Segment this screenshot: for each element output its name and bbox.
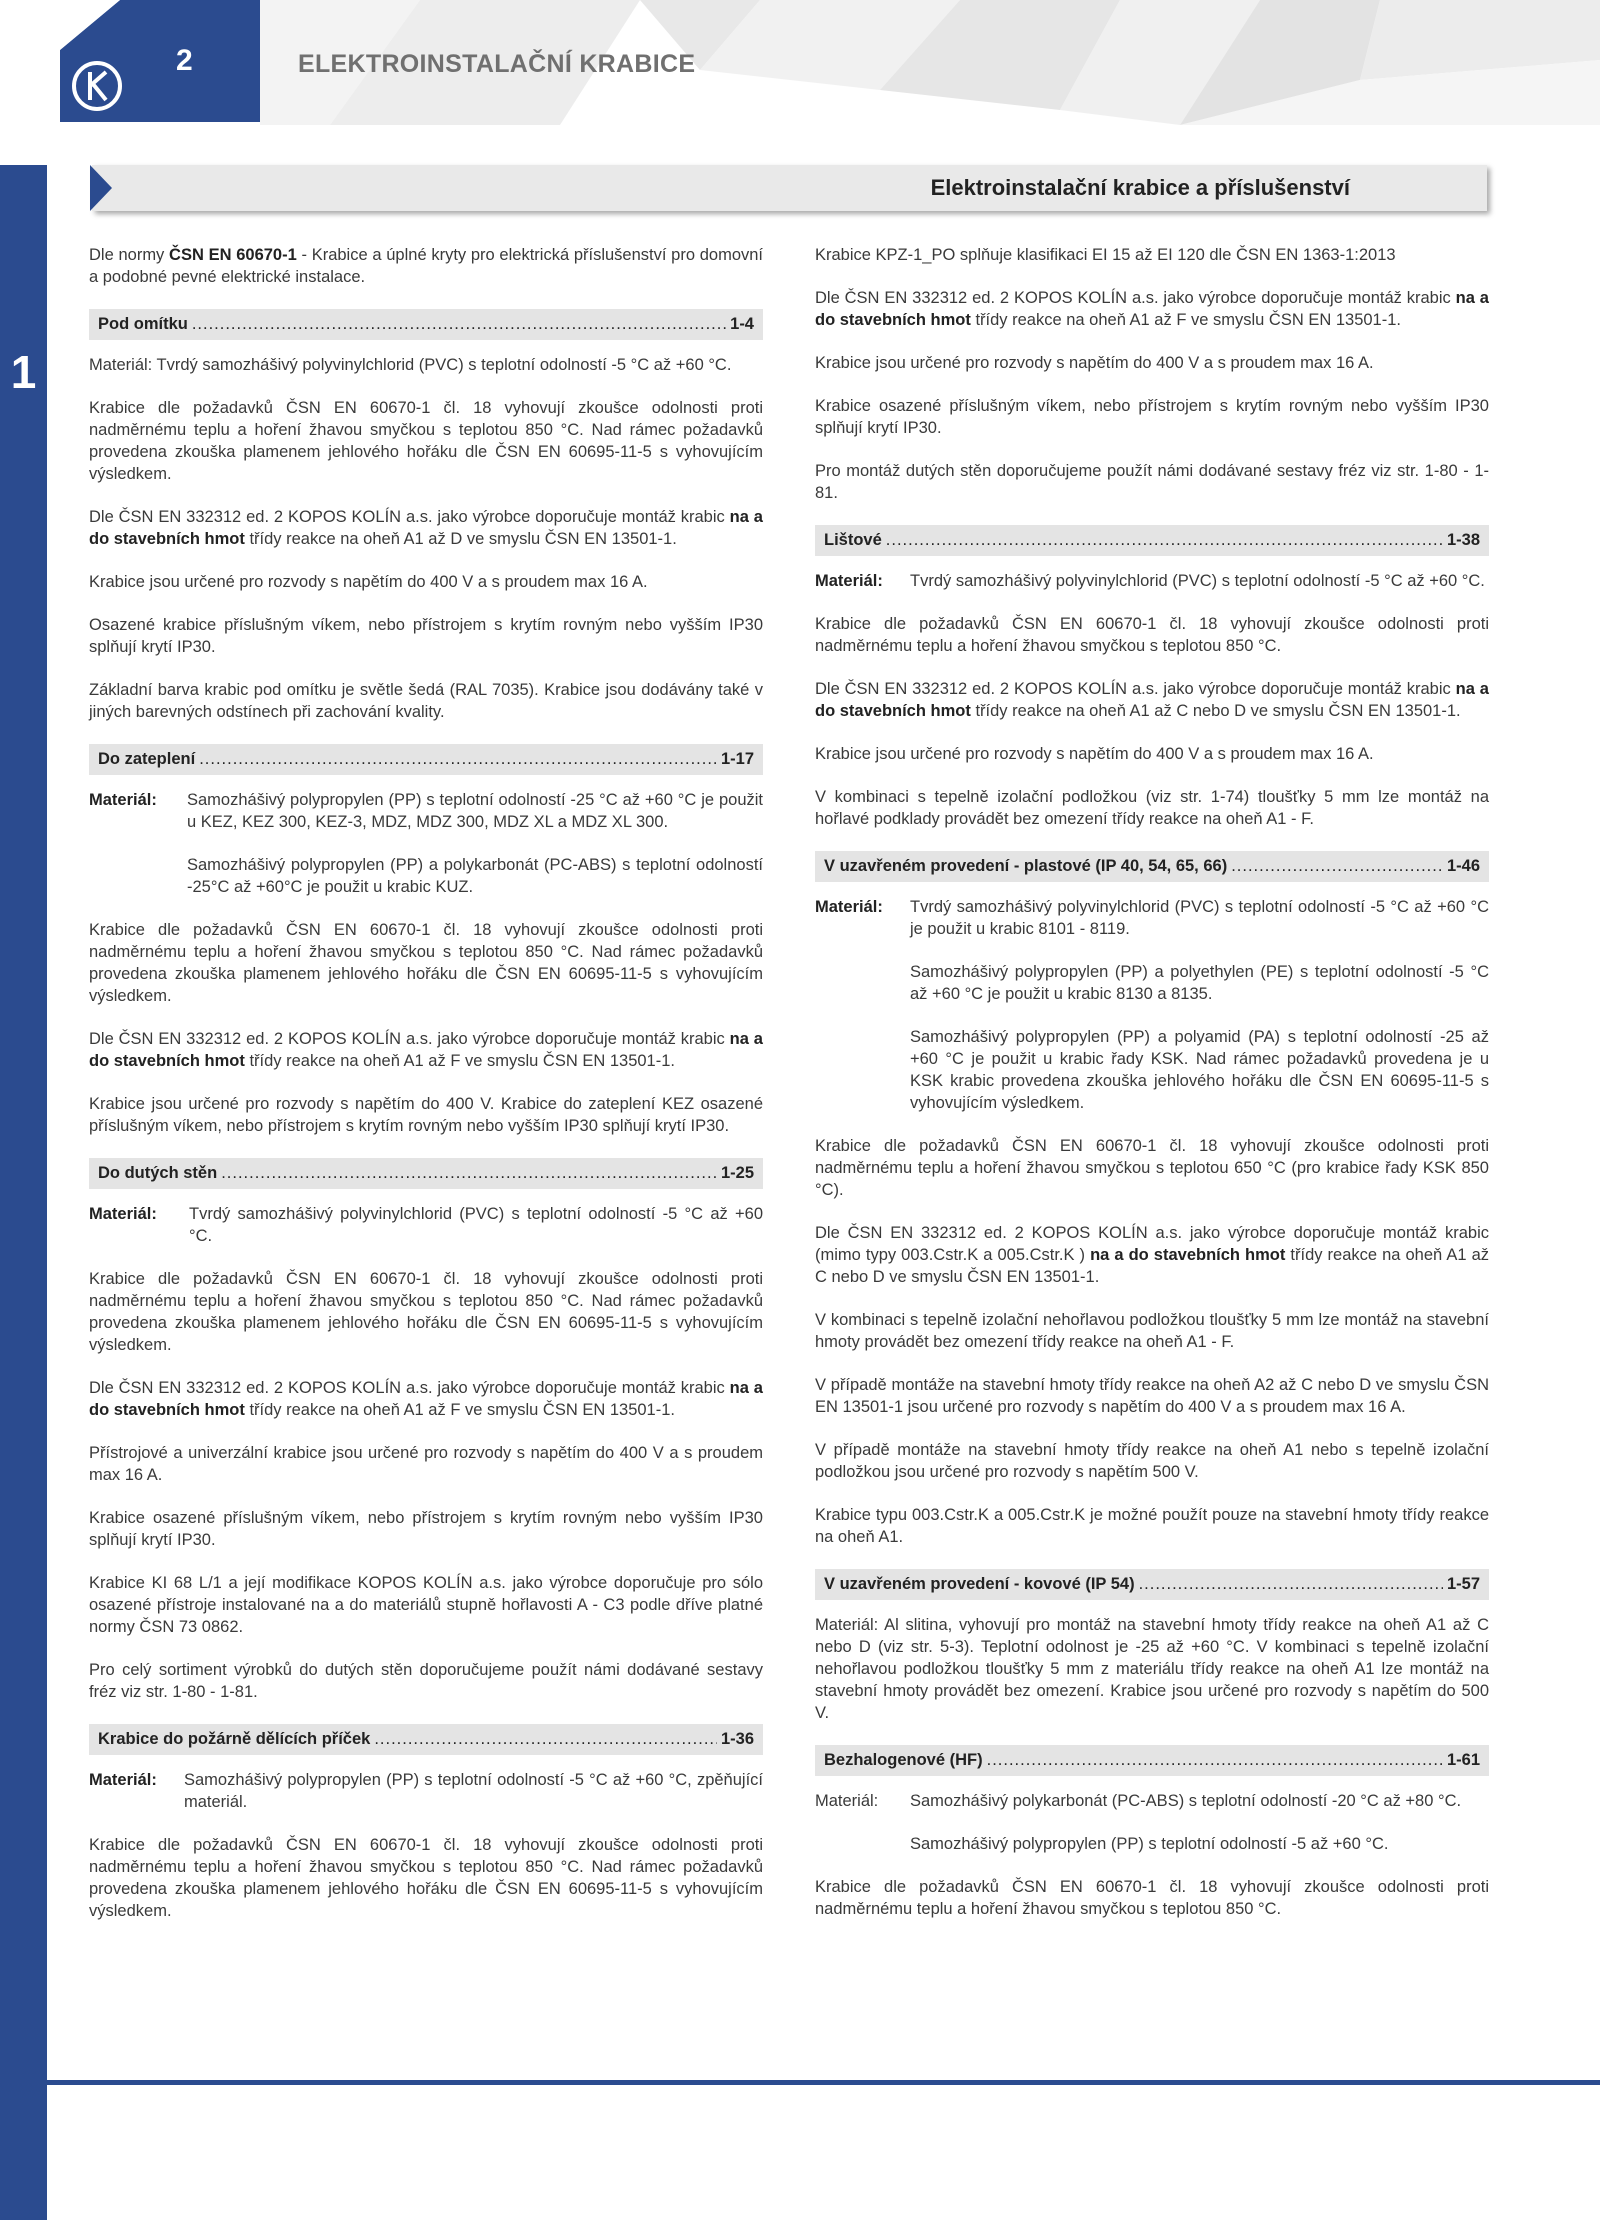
paragraph: Pro celý sortiment výrobků do dutých stěn doporučujeme použít námi dodávané sestavy fréz viz str. 1-80 - 1-81. [89,1661,763,1701]
paragraph: Krabice jsou určené pro rozvody s napětím do 400 V a s proudem max 16 A. [89,573,648,591]
paragraph: V kombinaci s tepelně izolační podložkou (viz str. 1-74) tloušťky 5 mm lze montáž na hořlavé podklady provádět bez omezení třídy reakce na oheň A1 - F. [815,788,1489,828]
subsection-header-do-dutych-sten: Do dutých stěn ..... 1-25 [89,1158,763,1189]
material-block: Materiál: Tvrdý samozhášivý polyvinylchlorid (PVC) s teplotní odolností -5 °C až +60 °C je použit u krabic 8101 - 8119. Samozhášivý polypropylen (PP) a polyethylen (PE) s teplotní odolností -5 °C až +60 °C je použit u krabic 8130 a 8135. Samozhášivý polypropylen (PP) a polyamid (PA) s teplotní odolností -25 až +60 °C je použit u krabic řady KSK. Nad rámec požadavků provedena je u KSK krabic provedena zkouška jehlového hořáku dle ČSN EN 60695-11-5 s vyhovujícím výsledkem. [815,898,1489,1112]
paragraph: Krabice dle požadavků ČSN EN 60670-1 čl. 18 vyhovují zkoušce odolnosti proti nadměrnému teplu a hoření žhavou smyčkou s teplotou 850 °C. [815,1878,1489,1918]
paragraph: Krabice dle požadavků ČSN EN 60670-1 čl. 18 vyhovují zkoušce odolnosti proti nadměrnému teplu a hoření žhavou smyčkou s teplotou 850 °C. Nad rámec požadavků provedena zkouška plamenem jehlového hořáku dle ČSN EN 60695-11-5 s vyhovujícím výsledkem. [89,1270,763,1354]
chapter-tab [0,165,47,2220]
paragraph: Krabice osazené příslušným víkem, nebo přístrojem s krytím rovným nebo vyšším IP30 splňují krytí IP30. [815,397,1489,437]
intro-paragraph: Dle normy ČSN EN 60670-1 - Krabice a úplné kryty pro elektrická příslušenství pro domovní a podobné pevné elektrické instalace. [89,246,764,286]
paragraph: Základní barva krabic pod omítku je světle šedá (RAL 7035). Krabice jsou dodávány také v jiných barevných odstínech při zachování kvality. [89,681,763,721]
paragraph: Dle ČSN EN 332312 ed. 2 KOPOS KOLÍN a.s. jako výrobce doporučuje montáž krabic na a do stavebních hmot třídy reakce na oheň A1 až C nebo D ve smyslu ČSN EN 13501-1. [815,680,1489,720]
material-text: Materiál: Tvrdý samozhášivý polyvinylchlorid (PVC) s teplotní odolností -5 °C až +60 °C. [89,356,732,374]
paragraph: Dle ČSN EN 332312 ed. 2 KOPOS KOLÍN a.s. jako výrobce doporučuje montáž krabic na a do stavebních hmot třídy reakce na oheň A1 až F ve smyslu ČSN EN 13501-1. [815,289,1489,329]
paragraph: Krabice dle požadavků ČSN EN 60670-1 čl. 18 vyhovují zkoušce odolnosti proti nadměrnému teplu a hoření žhavou smyčkou s teplotou 850 °C. Nad rámec požadavků provedena zkouška plamenem jehlového hořáku dle ČSN EN 60695-11-5 s vyhovujícím výsledkem. [89,399,763,483]
paragraph: Krabice jsou určené pro rozvody s napětím do 400 V a s proudem max 16 A. [815,354,1374,372]
subsection-header-bezhalogenove: Bezhalogenové (HF) ..... 1-61 [815,1745,1489,1776]
page-number: 2 [176,44,193,77]
section-title: Elektroinstalační krabice a příslušenství [930,175,1350,200]
paragraph: Krabice dle požadavků ČSN EN 60670-1 čl. 18 vyhovují zkoušce odolnosti proti nadměrnému teplu a hoření žhavou smyčkou s teplotou 850 °C. Nad rámec požadavků provedena zkouška plamenem jehlového hořáku dle ČSN EN 60695-11-5 s vyhovujícím výsledkem. [89,921,763,1005]
paragraph: Přístrojové a univerzální krabice jsou určené pro rozvody s napětím do 400 V a s proudem max 16 A. [89,1444,763,1484]
paragraph: Dle ČSN EN 332312 ed. 2 KOPOS KOLÍN a.s. jako výrobce doporučuje montáž krabic (mimo typy 003.Cstr.K a 005.Cstr.K ) na a do stavebních hmot třídy reakce na oheň A1 až C nebo D ve smyslu ČSN EN 13501-1. [815,1224,1489,1286]
material-block: Materiál: Samozhášivý polykarbonát (PC-ABS) s teplotní odolností -20 °C až +80 °C. Samozhášivý polypropylen (PP) s teplotní odolností -5 až +60 °C. [815,1792,1462,1853]
paragraph: Krabice dle požadavků ČSN EN 60670-1 čl. 18 vyhovují zkoušce odolnosti proti nadměrnému teplu a hoření žhavou smyčkou s teplotou 850 °C. Nad rámec požadavků provedena zkouška plamenem jehlového hořáku dle ČSN EN 60695-11-5 s vyhovujícím výsledkem. [89,1836,763,1920]
subsection-header-pozarne-delici: Krabice do požárně dělících příček ..... 1-36 [89,1724,763,1755]
left-column [89,244,763,1943]
material-block: Materiál: Samozhášivý polypropylen (PP) s teplotní odolností -25 °C až +60 °C je použit u KEZ, KEZ 300, KEZ-3, MDZ, MDZ 300, MDZ XL a MDZ XL 300. Samozhášivý polypropylen (PP) a polykarbonát (PC-ABS) s teplotní odolností -25°C až +60°C je použit u krabic KUZ. [89,791,763,896]
paragraph: Krabice KPZ-1_PO splňuje klasifikaci EI 15 až EI 120 dle ČSN EN 1363-1:2013 [815,246,1396,264]
paragraph: V případě montáže na stavební hmoty třídy reakce na oheň A2 až C nebo D ve smyslu ČSN EN 13501-1 jsou určené pro rozvody s napětím do 400 V a s proudem max 16 A. [815,1376,1489,1416]
material-block: Materiál: Tvrdý samozhášivý polyvinylchlorid (PVC) s teplotní odolností -5 °C až +60 °C. [89,1205,763,1245]
paragraph: Dle ČSN EN 332312 ed. 2 KOPOS KOLÍN a.s. jako výrobce doporučuje montáž krabic na a do stavebních hmot třídy reakce na oheň A1 až F ve smyslu ČSN EN 13501-1. [89,1030,763,1070]
paragraph: Dle ČSN EN 332312 ed. 2 KOPOS KOLÍN a.s. jako výrobce doporučuje montáž krabic na a do stavebních hmot třídy reakce na oheň A1 až D ve smyslu ČSN EN 13501-1. [89,508,763,548]
paragraph: Krabice dle požadavků ČSN EN 60670-1 čl. 18 vyhovují zkoušce odolnosti proti nadměrnému teplu a hoření žhavou smyčkou s teplotou 850 °C. [815,615,1489,655]
brand-logo-block [60,0,260,122]
paragraph: Materiál: Al slitina, vyhovují pro montáž na stavební hmoty třídy reakce na oheň A1 až C nebo D (viz str. 5-3). Teplotní odolnost je -25 až +60 °C. V kombinaci s tepelně izolační nehořlavou podložkou tloušťky 5 mm z materiálu třídy reakce na oheň A1 lze montáž na stavební hmoty provádět bez omezení. Krabice jsou určené pro rozvody s napětím do 500 V. [815,1616,1489,1722]
paragraph: V případě montáže na stavební hmoty třídy reakce na oheň A1 nebo s tepelně izolační podložkou jsou určené pro rozvody s napětím 500 V. [815,1441,1489,1481]
footer-line [0,2080,1600,2085]
document-title: ELEKTROINSTALAČNÍ KRABICE [298,50,696,78]
paragraph: Osazené krabice příslušným víkem, nebo přístrojem s krytím rovným nebo vyšším IP30 splňují krytí IP30. [89,616,763,656]
paragraph: Krabice typu 003.Cstr.K a 005.Cstr.K je možné použít pouze na stavební hmoty třídy reakce na oheň A1. [815,1506,1489,1546]
paragraph: Dle ČSN EN 332312 ed. 2 KOPOS KOLÍN a.s. jako výrobce doporučuje montáž krabic na a do stavebních hmot třídy reakce na oheň A1 až F ve smyslu ČSN EN 13501-1. [89,1379,763,1419]
paragraph: Krabice osazené příslušným víkem, nebo přístrojem s krytím rovným nebo vyšším IP30 splňují krytí IP30. [89,1509,763,1549]
subsection-header-kovove: V uzavřeném provedení - kovové (IP 54) ..... 1-57 [815,1569,1489,1600]
subsection-header-pod-omitku: Pod omítku ..... 1-4 [89,309,763,340]
subsection-header-plastove: V uzavřeném provedení - plastové (IP 40, 54, 65, 66) ..... 1-46 [815,851,1489,882]
subsection-header-do-zatepleni: Do zateplení ..... 1-17 [89,744,763,775]
paragraph: Pro montáž dutých stěn doporučujeme použít námi dodávané sestavy fréz viz str. 1-80 - 1-81. [815,462,1489,502]
material-block: Materiál: Samozhášivý polypropylen (PP) s teplotní odolností -5 °C až +60 °C, zpěňující materiál. [89,1771,763,1811]
right-column [815,244,1489,1941]
paragraph: Krabice KI 68 L/1 a její modifikace KOPOS KOLÍN a.s. jako výrobce doporučuje pro sólo osazené přístroje instalované na a do materiálů stupně hořlavosti A - C3 podle dříve platné normy ČSN 73 0862. [89,1574,763,1636]
paragraph: Krabice jsou určené pro rozvody s napětím do 400 V. Krabice do zateplení KEZ osazené příslušným víkem, nebo přístrojem s krytím rovným nebo vyšším IP30 splňují krytí IP30. [89,1095,763,1135]
chapter-number: 1 [10,346,37,398]
paragraph: Krabice dle požadavků ČSN EN 60670-1 čl. 18 vyhovují zkoušce odolnosti proti nadměrnému teplu a hoření žhavou smyčkou s teplotou 650 °C (pro krabice řady KSK 850 °C). [815,1137,1489,1199]
subsection-header-listove: Lištové ..... 1-38 [815,525,1489,556]
paragraph: V kombinaci s tepelně izolační nehořlavou podložkou tloušťky 5 mm lze montáž na stavební hmoty provádět bez omezení třídy reakce na oheň A1 - F. [815,1311,1489,1351]
material-block: Materiál: Tvrdý samozhášivý polyvinylchlorid (PVC) s teplotní odolností -5 °C až +60 °C. [815,572,1485,590]
paragraph: Krabice jsou určené pro rozvody s napětím do 400 V a s proudem max 16 A. [815,745,1374,763]
